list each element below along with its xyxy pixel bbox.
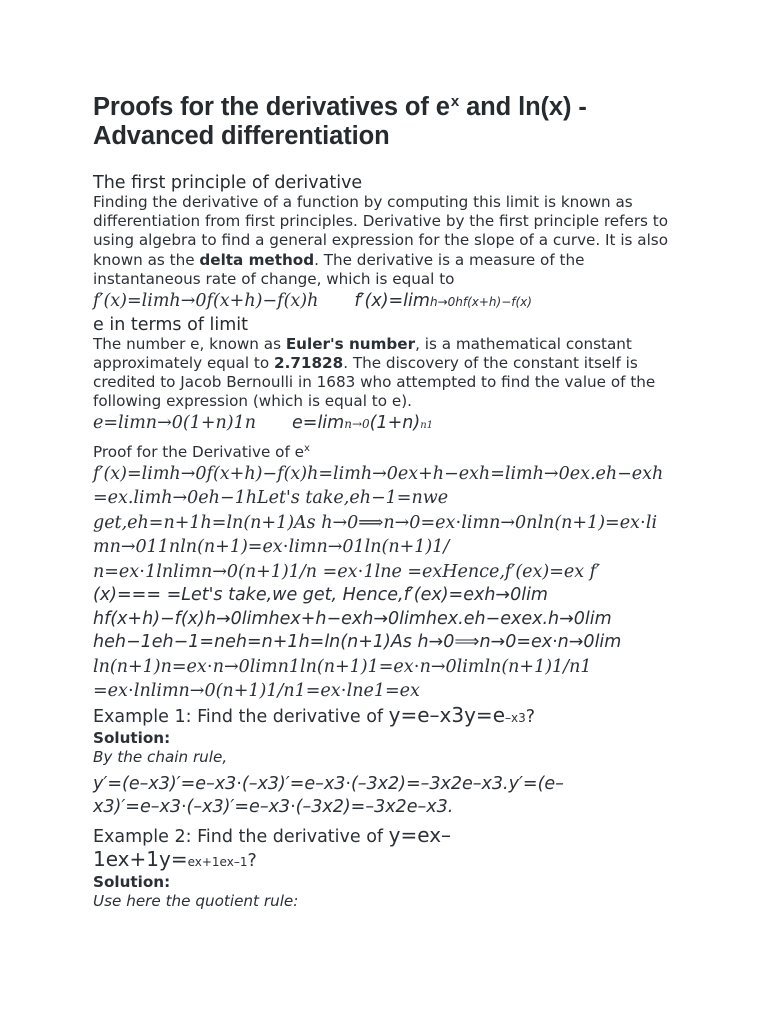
paragraph-text: , is a mathematical constant approximately equal to	[93, 334, 632, 372]
section-heading-e-limit: e in terms of limit	[93, 314, 249, 335]
example-1-work-line: y′=(e–x3)′=e–x3⋅(–x3)′=e–x3⋅(–3x2)=–3x2e–x3.y′=(e–	[93, 773, 564, 794]
proof-line: ln(n+1)n=ex⋅n→0limn1ln(n+1)1=ex⋅n→0limln(n+1)1/n1	[93, 656, 592, 677]
proof-line: get,eh=n+1h=ln(n+1)As h→0⟹n→0=ex⋅limn→0nln(n+1)=ex⋅li	[93, 512, 658, 533]
proof-line: hf(x+h)−f(x)h→0limhex+h−exh→0limhex.eh−exex.h→0lim	[93, 608, 612, 629]
proof-line: heh−1eh−1=neh=n+1h=ln(n+1)As h→0⟹n→0=ex⋅n→0lim	[93, 632, 622, 653]
example-2-expression-sub: ex+1ex–1	[187, 854, 248, 869]
euler-paragraph	[93, 335, 683, 412]
paragraph-text: . The discovery of the constant itself is credited to Jacob Bernoulli in 1683 who attempted to find the value of the following expression (which is equal to e).	[93, 353, 656, 411]
example-1-expression: y=e–x3y=e	[388, 702, 505, 727]
formula-rendered-sub: h→0hf(x+h)−f(x)	[429, 295, 532, 310]
proof-line: n=ex⋅1lnlimn→0(n+1)1/n =ex⋅1lne =exHence,f′(ex)=ex f′	[93, 561, 601, 582]
section-heading-first-principle: The first principle of derivative	[93, 173, 363, 193]
example-1-heading	[93, 704, 683, 729]
example-2-expression: y=ex–	[388, 822, 452, 847]
example-1-solution-label: Solution:	[93, 728, 171, 747]
delta-method-bold: delta method	[199, 250, 315, 269]
proof-line: f′(x)=limh→0f(x+h)−f(x)h=limh→0ex+h−exh=limh→0ex.eh−exh	[93, 463, 664, 484]
title-part-1: Proofs for the derivatives of e	[93, 93, 450, 121]
proof-line: (x)=== =Let's take,we get, Hence,f′(ex)=exh→0lim	[93, 585, 548, 606]
example-2-solution-label: Solution:	[93, 872, 171, 891]
proof-label-text: Proof for the Derivative of e	[93, 442, 304, 461]
example-1-label: Example 1: Find the derivative of	[93, 706, 389, 727]
example-1-work-line: x3)′=e–x3⋅(–x3)′=e–x3⋅(–3x2)=–3x2e–x3.	[93, 797, 454, 818]
example-2-method: Use here the quotient rule:	[93, 891, 299, 910]
document-page	[93, 87, 683, 911]
question-mark: ?	[525, 706, 536, 727]
paragraph-text: Finding the derivative of a function by computing this limit is known as differentiation from first principles. Derivative by the first principle refers to using algebra to find a general expression for the slope of a curve. It is also known as the	[93, 193, 669, 269]
page-title	[93, 87, 683, 151]
paragraph-text: . The derivative is a measure of the instantaneous rate of change, which is equal to	[93, 250, 585, 288]
first-principle-paragraph	[93, 193, 683, 289]
formula-rendered: (1+n)	[369, 413, 421, 434]
derivative-limit-formula	[93, 289, 683, 315]
example-2-label: Example 2: Find the derivative of	[93, 826, 389, 847]
constant-value-bold: 2.71828	[274, 353, 344, 372]
example-2-expression: 1ex+1y=	[93, 846, 188, 871]
proof-line: mn→011nln(n+1)=ex⋅limn→01ln(n+1)1/	[93, 537, 450, 558]
formula-plain: e=limn→0(1+n)1n	[93, 413, 257, 434]
title-part-2: and ln(x) -	[459, 93, 587, 121]
title-superscript: x	[450, 93, 460, 110]
example-2-heading	[93, 824, 683, 873]
eulers-number-bold: Euler's number	[285, 334, 416, 353]
formula-plain: f′(x)=limh→0f(x+h)−f(x)h	[93, 291, 319, 312]
formula-rendered-sub: n1	[420, 420, 433, 432]
formula-rendered: e=lim	[292, 413, 345, 434]
paragraph-text: The number e, known as	[93, 334, 286, 353]
proof-line: =ex⋅lnlimn→0(n+1)1/n1=ex⋅lne1=ex	[93, 681, 420, 702]
formula-rendered-sub: n→0	[344, 417, 370, 432]
question-mark: ?	[247, 850, 257, 871]
example-1-expression-sub: –x3	[505, 710, 526, 725]
title-line-2: Advanced differentiation	[93, 122, 390, 150]
proof-label	[93, 439, 683, 462]
e-limit-formula	[93, 411, 683, 439]
proof-label-superscript: x	[303, 442, 310, 454]
example-1-method: By the chain rule,	[93, 747, 228, 766]
proof-line: =ex.limh→0eh−1hLet's take,eh−1=nwe	[93, 488, 449, 509]
formula-rendered: f′(x)=lim	[354, 291, 430, 312]
